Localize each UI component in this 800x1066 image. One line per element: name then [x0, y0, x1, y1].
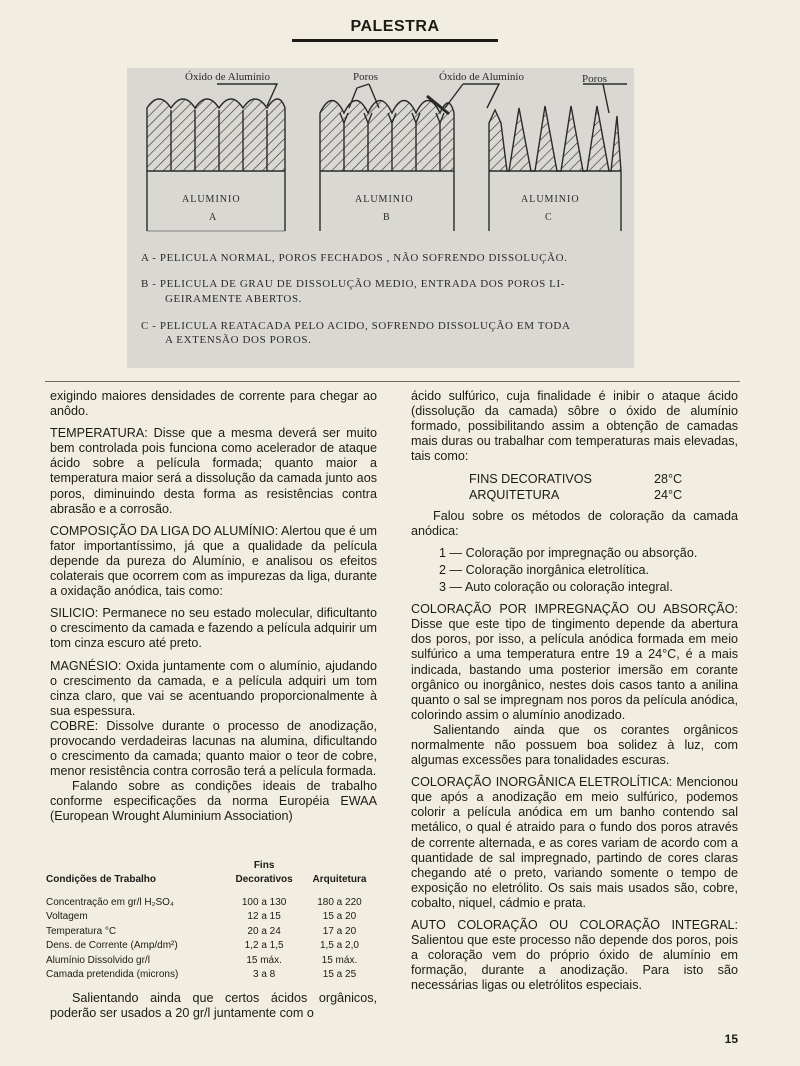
right-paragraph: ácido sulfúrico, cuja finalidade é inibir o ataque ácido (dissolução da camada) sôbre o óxido de alumínio formado, possibilitando assim a obtenção de camadas mais duras ou trabalhar com temperaturas mais elevadas, tais como: [411, 389, 738, 464]
table-head-fins: Fins [253, 859, 275, 871]
block-c [489, 106, 621, 231]
table-row [46, 910, 376, 925]
row-decorativos: 1,2 a 1,5 [244, 940, 284, 952]
row-label: Concentração em gr/l H₂SO₄ [46, 896, 175, 908]
table-row [46, 939, 376, 954]
left-column [50, 389, 377, 825]
label-letter-a: A [209, 212, 217, 223]
row-label: Temperatura °C [46, 925, 117, 937]
caption-c-line2: A EXTENSÃO DOS POROS. [165, 334, 312, 346]
label-poros-2: Poros [582, 73, 608, 85]
temperature-label: ARQUITETURA [469, 487, 560, 502]
magnesio-paragraph: MAGNÉSIO: Oxida juntamente com o alumínio, ajudando o crescimento da camada, e a película adquiri um tom cinza claro, que vai se acentuando proporcionalmente à sua espessura. [50, 658, 377, 718]
corantes-paragraph: Salientando ainda que os corantes orgânicos normalmente não possuem boa solidez à luz, com algumas excessões para tonalidades escuras. [411, 722, 738, 768]
row-label: Dens. de Corrente (Amp/dm²) [46, 940, 178, 952]
temperature-list [469, 472, 738, 502]
table-row [46, 953, 376, 968]
page-number: 15 [724, 1032, 738, 1046]
acidos-paragraph: Salientando ainda que certos ácidos orgânicos, poderão ser usados a 20 gr/l juntamente com o [50, 991, 377, 1021]
row-label: Alumínio Dissolvido gr/l [46, 954, 150, 966]
table-head-arquitetura: Arquitetura [312, 874, 367, 886]
caption-b-line2: GEIRAMENTE ABERTOS. [165, 293, 303, 305]
methods-list [439, 546, 738, 595]
row-label: Camada pretendida (microns) [46, 969, 179, 981]
section-rule [45, 381, 740, 382]
autocoloracao-paragraph: AUTO COLORAÇÃO OU COLORAÇÃO INTEGRAL: Salientou que este processo não depende dos poros, pois a coloração vem do próprio óxido de alumínio em formação, durante a anodização. Para isto são necessárias ligas ou eletrólitos especiais. [411, 918, 738, 993]
table-body [46, 895, 376, 982]
table-head-decorativos: Decorativos [235, 874, 293, 886]
ewaa-paragraph: Falando sobre as condições ideais de trabalho conforme especificações da norma Européia EWAA (European Wrought Aluminium Association) [50, 779, 377, 824]
metodos-intro: Falou sobre os métodos de coloração da camada anódica: [411, 508, 738, 538]
method-item: 2 — Coloração inorgânica eletrolítica. [439, 562, 650, 577]
label-letter-c: C [545, 212, 552, 223]
row-arquitetura: 180 a 220 [317, 896, 362, 908]
caption-b-line1: B - PELICULA DE GRAU DE DISSOLUÇÃO MEDIO, ENTRADA DOS POROS LI- [141, 278, 566, 290]
row-arquitetura: 17 a 20 [322, 925, 357, 937]
composicao-paragraph: COMPOSIÇÃO DA LIGA DO ALUMÍNIO: Alertou que é um fator importantíssimo, já que a qualidade da película depende da pureza do Alumínio, e analisou os efeitos colaterais que ocorrem com as impurezas da liga, durante a oxidação anódica, tais como: [50, 523, 377, 599]
cobre-paragraph: COBRE: Dissolve durante o processo de anodização, provocando verdadeiras lacunas na alumina, dificultando o crescimento da camada; quanto maior o teor de cobre, menor resistência contra corrosão terá a película formada. [50, 718, 377, 779]
row-decorativos: 12 a 15 [247, 911, 281, 923]
row-decorativos: 20 a 24 [247, 925, 281, 937]
table-head-condicoes: Condições de Trabalho [46, 874, 157, 886]
label-aluminio-c: ALUMINIO [521, 194, 580, 205]
label-poros-1: Poros [353, 71, 379, 83]
impregnacao-paragraph: COLORAÇÃO POR IMPREGNAÇÃO OU ABSORÇÃO: Disse que este tipo de tingimento depende da abertura dos poros, por isso, a película anódica formada em meio sulfúrico a uma temperatura entre 19 a 24°C, é a mais indicada, bastando uma posterior imersão em corante orgânico ou inorgânico, nestes dois casos tanto a anilina quanto o sal se impregnam nos poros da película anódica, colorindo assim o alumínio anodizado. [411, 602, 738, 722]
row-decorativos: 3 a 8 [252, 969, 276, 981]
caption-c-line1: C - PELICULA REATACADA PELO ACIDO, SOFRENDO DISSOLUÇÃO EM TODA [141, 320, 571, 332]
label-oxido-2: Óxido de Alumínio [439, 71, 524, 83]
temperature-row [469, 488, 738, 503]
row-decorativos: 15 máx. [246, 954, 282, 966]
row-arquitetura: 15 máx. [321, 954, 358, 966]
working-conditions-table [46, 858, 376, 982]
method-item: 3 — Auto coloração ou coloração integral. [439, 580, 673, 595]
silicio-paragraph: SILICIO: Permanece no seu estado molecular, dificultanto o crescimento da camada e fazendo a película adquirir um tom cinza escuro até preto. [50, 606, 377, 651]
table-row [46, 895, 376, 910]
left-column-end [50, 991, 377, 1021]
table-row [46, 924, 376, 939]
label-aluminio-b: ALUMINIO [355, 194, 414, 205]
label-aluminio-a: ALUMINIO [182, 194, 241, 205]
row-arquitetura: 1,5 a 2,0 [319, 940, 359, 952]
right-column [411, 389, 738, 993]
header-rule [292, 39, 498, 42]
method-item: 1 — Coloração por impregnação ou absorção. [439, 545, 698, 560]
eletrolitica-paragraph: COLORAÇÃO INORGÂNICA ELETROLÍTICA: Mencionou que após a anodização em meio sulfúrico, podemos colorir a película anódica em um banho contendo sal metálico, o qual é atraido para o fundo dos poros através de corrente alternada, e as cores variam de acordo com a quantidade de sal impregnado, partindo de cores claras chegando até o preto, variando somente o tempo de exposição no eletrólito. Os sais mais usados são, cobre, cobalto, niquel, cádmio e prata. [411, 775, 738, 910]
label-letter-b: B [383, 212, 390, 223]
temperature-value: 28°C [654, 472, 683, 487]
page-header-title: PALESTRA [350, 18, 440, 35]
temperature-row [469, 472, 738, 487]
temperature-label: FINS DECORATIVOS [469, 472, 592, 487]
anodic-film-figure [127, 68, 634, 368]
temperature-value: 24°C [654, 487, 683, 502]
row-label: Voltagem [46, 911, 88, 923]
label-oxido-1: Óxido de Alumínio [185, 71, 270, 83]
row-arquitetura: 15 a 20 [322, 911, 357, 923]
temperatura-paragraph: TEMPERATURA: Disse que a mesma deverá ser muito bem controlada pois funciona como acelerador de ataque ácido sobre a película formada; quanto maior a temperatura maior será a dissolução da camada junto aos poros, diminuindo desta forma as resistências contra abrasão e a corrosão. [50, 426, 377, 516]
row-arquitetura: 15 a 25 [322, 969, 357, 981]
caption-a: A - PELICULA NORMAL, POROS FECHADOS , NÃO SOFRENDO DISSOLUÇÃO. [141, 252, 568, 264]
table-row [46, 968, 376, 983]
left-paragraph: exigindo maiores densidades de corrente para chegar ao anôdo. [50, 389, 377, 419]
row-decorativos: 100 a 130 [241, 896, 287, 908]
